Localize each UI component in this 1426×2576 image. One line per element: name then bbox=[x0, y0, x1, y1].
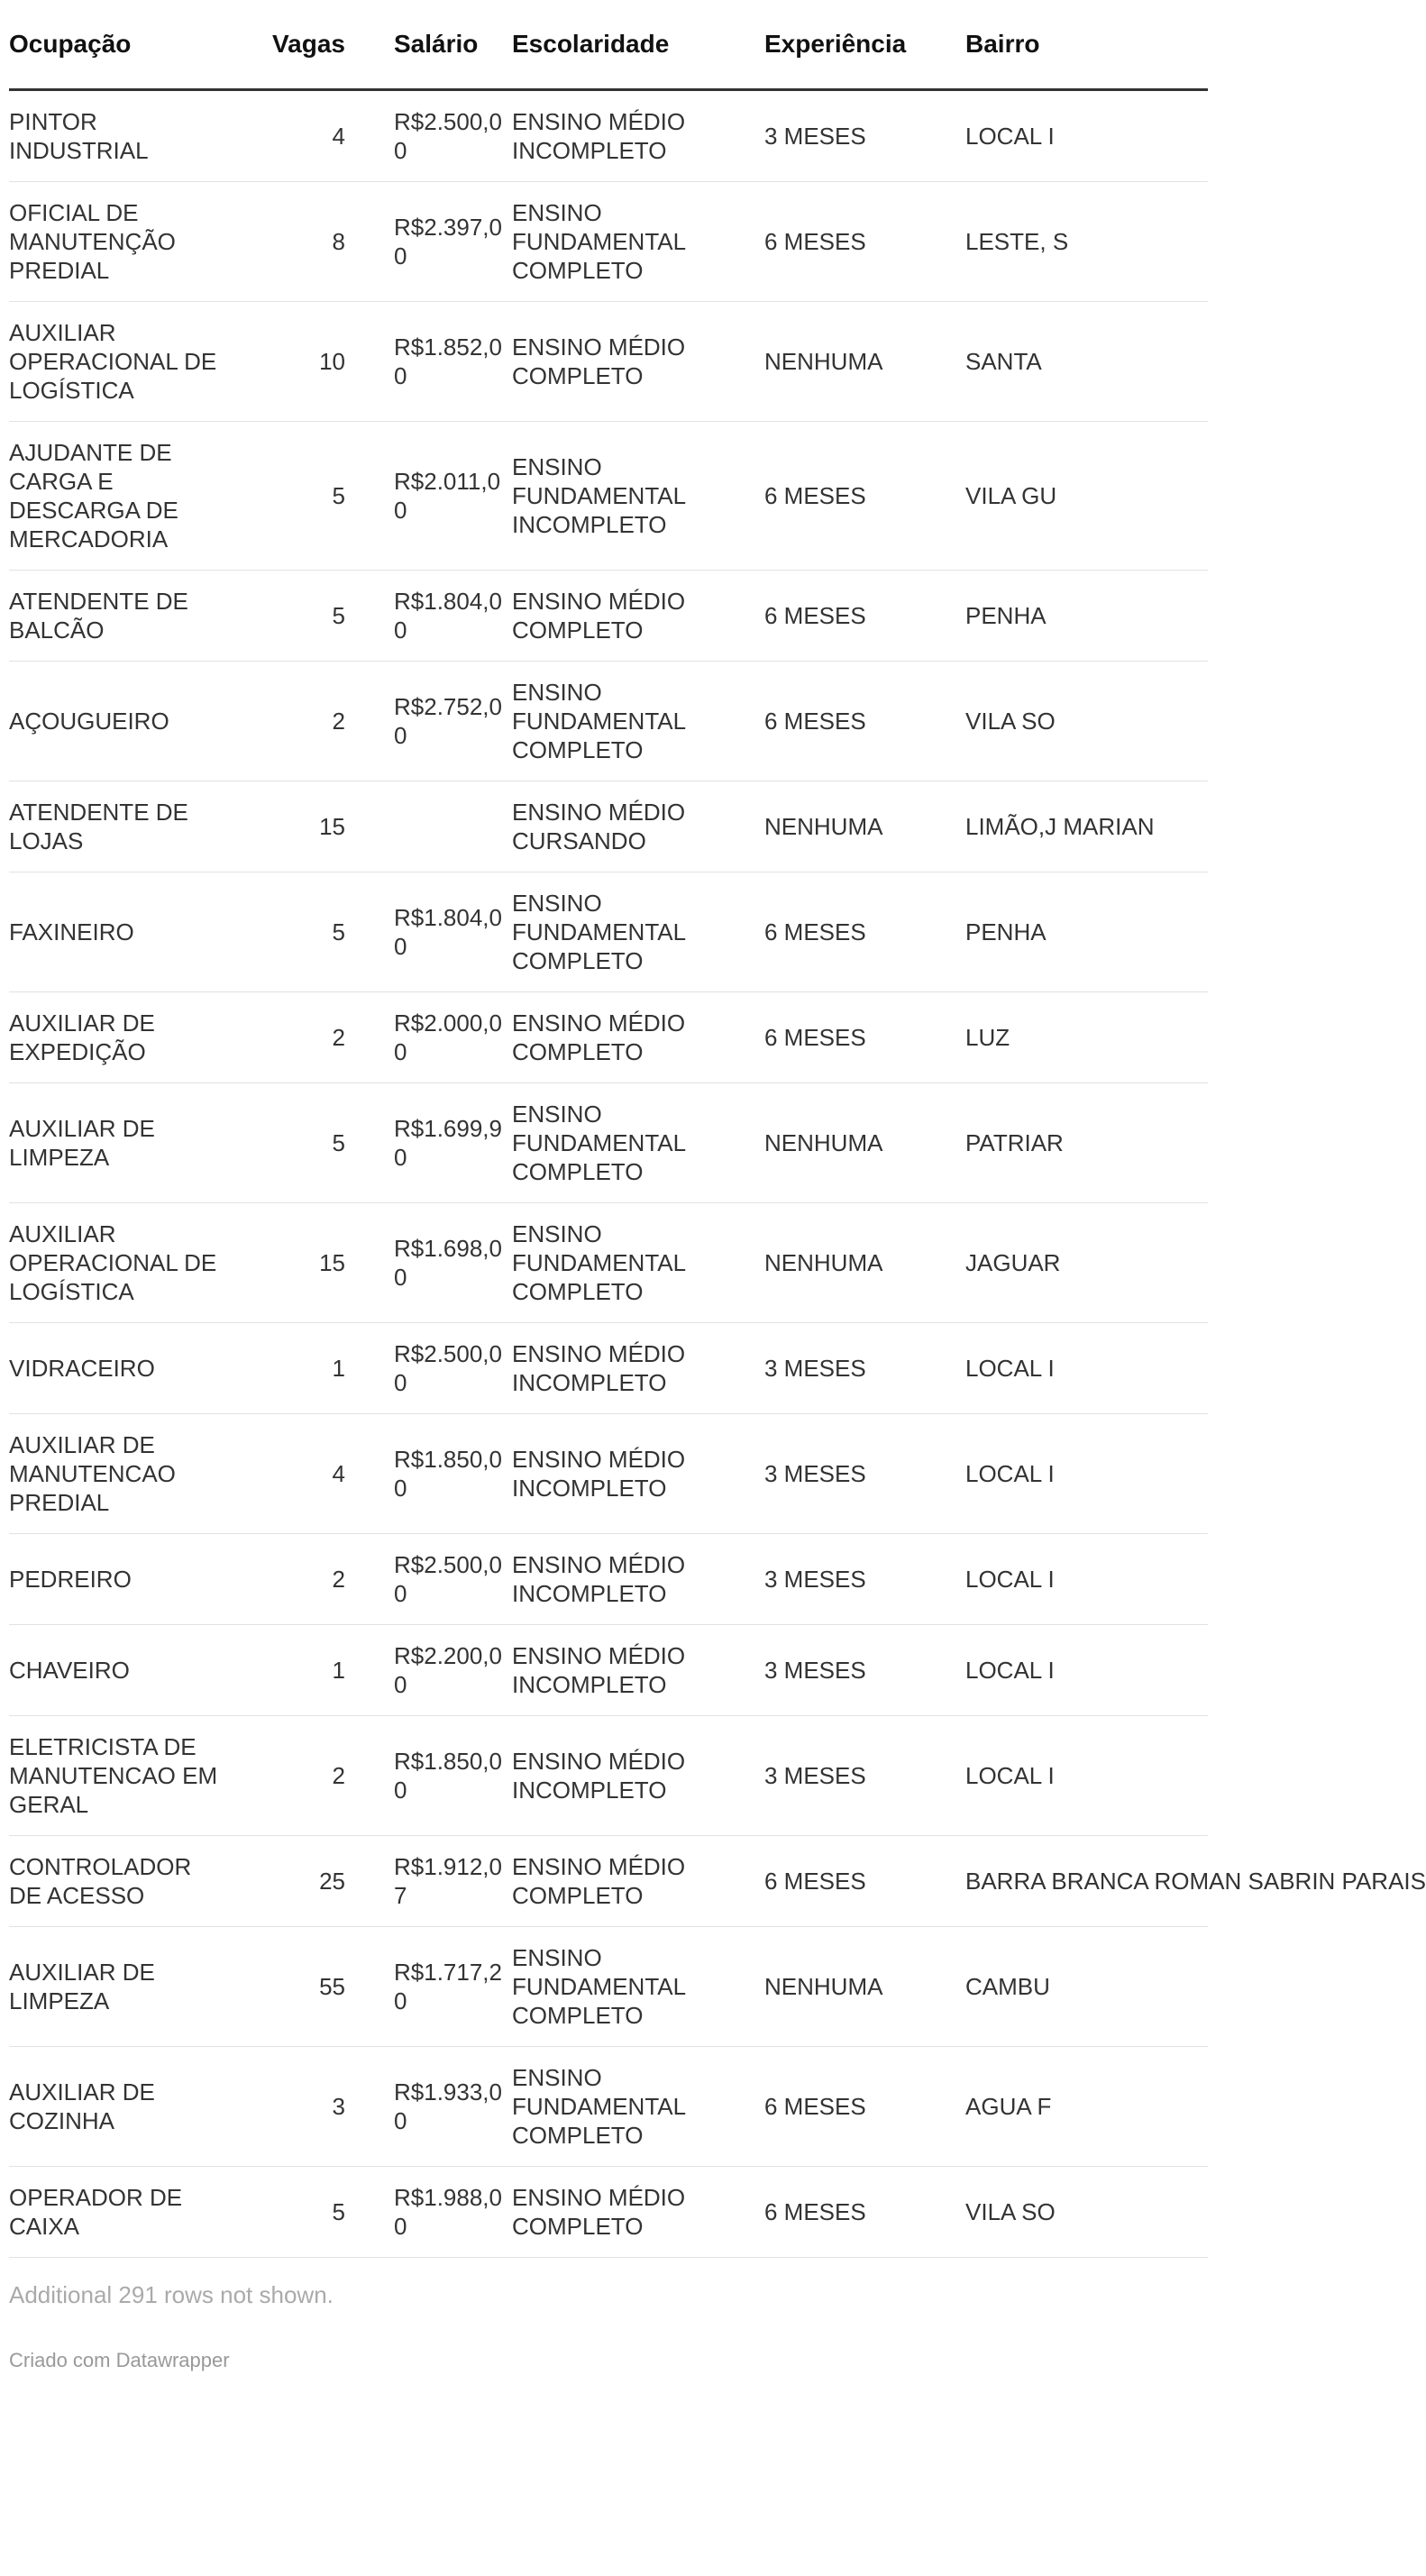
cell-escolaridade: ENSINO MÉDIO COMPLETO bbox=[512, 1835, 764, 1926]
header-row bbox=[9, 0, 1208, 89]
cell-ocupacao: OFICIAL DE MANUTENÇÃO PREDIAL bbox=[9, 181, 237, 301]
cell-salario: R$1.852,00 bbox=[345, 301, 512, 421]
cell-escolaridade: ENSINO MÉDIO INCOMPLETO bbox=[512, 1715, 764, 1835]
cell-bairro: BARRA BRANCA ROMAN SABRIN PARAIS bbox=[965, 1835, 1208, 1926]
cell-experiencia: NENHUMA bbox=[764, 1202, 965, 1322]
cell-bairro: PENHA bbox=[965, 872, 1208, 991]
cell-salario: R$1.804,00 bbox=[345, 872, 512, 991]
cell-experiencia: 6 MESES bbox=[764, 872, 965, 991]
cell-bairro: CAMBU bbox=[965, 1926, 1208, 2046]
cell-vagas: 2 bbox=[237, 991, 345, 1082]
table-row bbox=[9, 1715, 1208, 1835]
cell-ocupacao: AUXILIAR DE EXPEDIÇÃO bbox=[9, 991, 237, 1082]
cell-bairro: SANTA bbox=[965, 301, 1208, 421]
cell-salario: R$1.912,07 bbox=[345, 1835, 512, 1926]
cell-salario: R$2.000,00 bbox=[345, 991, 512, 1082]
cell-escolaridade: ENSINO MÉDIO INCOMPLETO bbox=[512, 1322, 764, 1413]
jobs-table bbox=[9, 0, 1426, 2258]
cell-escolaridade: ENSINO FUNDAMENTAL COMPLETO bbox=[512, 661, 764, 781]
cell-bairro: LOCAL I bbox=[965, 1624, 1208, 1715]
cell-salario: R$2.200,00 bbox=[345, 1624, 512, 1715]
table-row bbox=[9, 570, 1208, 661]
cell-bairro: PENHA bbox=[965, 570, 1208, 661]
table-notes: Additional 291 rows not shown. bbox=[9, 2280, 334, 2308]
cell-vagas: 5 bbox=[237, 421, 345, 570]
cell-bairro: LOCAL I bbox=[965, 1413, 1208, 1533]
cell-bairro: LESTE, S bbox=[965, 181, 1208, 301]
cell-ocupacao: PEDREIRO bbox=[9, 1533, 237, 1624]
cell-ocupacao: CHAVEIRO bbox=[9, 1624, 237, 1715]
table-row bbox=[9, 301, 1208, 421]
cell-experiencia: 6 MESES bbox=[764, 421, 965, 570]
cell-bairro: AGUA F bbox=[965, 2046, 1208, 2166]
cell-vagas: 2 bbox=[237, 1715, 345, 1835]
cell-experiencia: 3 MESES bbox=[764, 1413, 965, 1533]
cell-ocupacao: AUXILIAR DE COZINHA bbox=[9, 2046, 237, 2166]
cell-salario: R$1.717,20 bbox=[345, 1926, 512, 2046]
cell-experiencia: 3 MESES bbox=[764, 1624, 965, 1715]
cell-salario: R$2.397,00 bbox=[345, 181, 512, 301]
cell-vagas: 2 bbox=[237, 1533, 345, 1624]
cell-vagas: 2 bbox=[237, 661, 345, 781]
cell-escolaridade: ENSINO MÉDIO INCOMPLETO bbox=[512, 1624, 764, 1715]
cell-vagas: 5 bbox=[237, 570, 345, 661]
cell-salario: R$2.011,00 bbox=[345, 421, 512, 570]
cell-ocupacao: AUXILIAR OPERACIONAL DE LOGÍSTICA bbox=[9, 1202, 237, 1322]
table-row bbox=[9, 872, 1208, 991]
cell-salario: R$2.500,00 bbox=[345, 1533, 512, 1624]
cell-escolaridade: ENSINO FUNDAMENTAL COMPLETO bbox=[512, 1926, 764, 2046]
table-row bbox=[9, 1624, 1208, 1715]
column-header-salario[interactable]: Salário bbox=[345, 0, 512, 89]
cell-salario: R$2.752,00 bbox=[345, 661, 512, 781]
cell-experiencia: 6 MESES bbox=[764, 1835, 965, 1926]
cell-vagas: 4 bbox=[237, 1413, 345, 1533]
cell-salario: R$2.500,00 bbox=[345, 89, 512, 181]
table-row bbox=[9, 181, 1208, 301]
cell-experiencia: NENHUMA bbox=[764, 1082, 965, 1202]
cell-bairro: VILA SO bbox=[965, 661, 1208, 781]
cell-experiencia: NENHUMA bbox=[764, 781, 965, 872]
cell-ocupacao: AUXILIAR OPERACIONAL DE LOGÍSTICA bbox=[9, 301, 237, 421]
cell-escolaridade: ENSINO MÉDIO COMPLETO bbox=[512, 2166, 764, 2257]
cell-vagas: 25 bbox=[237, 1835, 345, 1926]
cell-escolaridade: ENSINO FUNDAMENTAL COMPLETO bbox=[512, 181, 764, 301]
cell-escolaridade: ENSINO FUNDAMENTAL COMPLETO bbox=[512, 1202, 764, 1322]
cell-vagas: 5 bbox=[237, 2166, 345, 2257]
table-row bbox=[9, 1413, 1208, 1533]
cell-bairro: VILA GU bbox=[965, 421, 1208, 570]
table-row bbox=[9, 1533, 1208, 1624]
cell-experiencia: 3 MESES bbox=[764, 1715, 965, 1835]
cell-vagas: 4 bbox=[237, 89, 345, 181]
cell-bairro: LUZ bbox=[965, 991, 1208, 1082]
cell-experiencia: 3 MESES bbox=[764, 1322, 965, 1413]
cell-bairro: LOCAL I bbox=[965, 89, 1208, 181]
cell-ocupacao: AJUDANTE DE CARGA E DESCARGA DE MERCADORIA bbox=[9, 421, 237, 570]
cell-ocupacao: AÇOUGUEIRO bbox=[9, 661, 237, 781]
cell-ocupacao: AUXILIAR DE MANUTENCAO PREDIAL bbox=[9, 1413, 237, 1533]
column-header-escolaridade[interactable]: Escolaridade bbox=[512, 0, 764, 89]
cell-experiencia: NENHUMA bbox=[764, 1926, 965, 2046]
cell-salario: R$1.699,90 bbox=[345, 1082, 512, 1202]
table-header bbox=[9, 0, 1208, 89]
cell-ocupacao: AUXILIAR DE LIMPEZA bbox=[9, 1082, 237, 1202]
cell-bairro: JAGUAR bbox=[965, 1202, 1208, 1322]
cell-bairro: LOCAL I bbox=[965, 1322, 1208, 1413]
cell-experiencia: 6 MESES bbox=[764, 570, 965, 661]
cell-escolaridade: ENSINO MÉDIO INCOMPLETO bbox=[512, 89, 764, 181]
cell-ocupacao: VIDRACEIRO bbox=[9, 1322, 237, 1413]
cell-salario: R$1.988,00 bbox=[345, 2166, 512, 2257]
table-row bbox=[9, 1926, 1208, 2046]
cell-experiencia: 6 MESES bbox=[764, 991, 965, 1082]
table-row bbox=[9, 421, 1208, 570]
column-header-experiencia[interactable]: Experiência bbox=[764, 0, 965, 89]
cell-vagas: 10 bbox=[237, 301, 345, 421]
table-row bbox=[9, 661, 1208, 781]
cell-experiencia: 6 MESES bbox=[764, 661, 965, 781]
cell-ocupacao: ELETRICISTA DE MANUTENCAO EM GERAL bbox=[9, 1715, 237, 1835]
cell-ocupacao: OPERADOR DE CAIXA bbox=[9, 2166, 237, 2257]
cell-ocupacao: ATENDENTE DE LOJAS bbox=[9, 781, 237, 872]
table-row bbox=[9, 2046, 1208, 2166]
table-row bbox=[9, 781, 1208, 872]
cell-ocupacao: ATENDENTE DE BALCÃO bbox=[9, 570, 237, 661]
cell-ocupacao: AUXILIAR DE LIMPEZA bbox=[9, 1926, 237, 2046]
cell-escolaridade: ENSINO FUNDAMENTAL COMPLETO bbox=[512, 2046, 764, 2166]
table-row bbox=[9, 89, 1208, 181]
cell-escolaridade: ENSINO MÉDIO COMPLETO bbox=[512, 570, 764, 661]
table-row bbox=[9, 991, 1208, 1082]
cell-experiencia: 6 MESES bbox=[764, 2166, 965, 2257]
cell-vagas: 1 bbox=[237, 1322, 345, 1413]
cell-vagas: 3 bbox=[237, 2046, 345, 2166]
cell-salario: R$1.804,00 bbox=[345, 570, 512, 661]
table-row bbox=[9, 1322, 1208, 1413]
cell-bairro: LOCAL I bbox=[965, 1715, 1208, 1835]
column-header-bairro[interactable]: Bairro bbox=[965, 0, 1208, 89]
cell-salario: R$1.698,00 bbox=[345, 1202, 512, 1322]
cell-bairro: LIMÃO,J MARIAN bbox=[965, 781, 1208, 872]
cell-salario: R$1.850,00 bbox=[345, 1413, 512, 1533]
cell-experiencia: 6 MESES bbox=[764, 2046, 965, 2166]
cell-experiencia: NENHUMA bbox=[764, 301, 965, 421]
cell-escolaridade: ENSINO FUNDAMENTAL COMPLETO bbox=[512, 1082, 764, 1202]
cell-escolaridade: ENSINO MÉDIO COMPLETO bbox=[512, 301, 764, 421]
column-header-vagas[interactable]: Vagas bbox=[237, 0, 345, 89]
cell-vagas: 5 bbox=[237, 1082, 345, 1202]
cell-vagas: 15 bbox=[237, 1202, 345, 1322]
cell-vagas: 8 bbox=[237, 181, 345, 301]
cell-escolaridade: ENSINO MÉDIO COMPLETO bbox=[512, 991, 764, 1082]
table-row bbox=[9, 1835, 1208, 1926]
table-row bbox=[9, 1202, 1208, 1322]
cell-ocupacao: FAXINEIRO bbox=[9, 872, 237, 991]
table-body bbox=[9, 89, 1426, 2257]
cell-vagas: 5 bbox=[237, 872, 345, 991]
cell-salario bbox=[345, 781, 512, 872]
cell-experiencia: 3 MESES bbox=[764, 1533, 965, 1624]
cell-escolaridade: ENSINO MÉDIO INCOMPLETO bbox=[512, 1533, 764, 1624]
cell-salario: R$1.850,00 bbox=[345, 1715, 512, 1835]
column-header-ocupacao[interactable]: Ocupação bbox=[9, 0, 237, 89]
table-row bbox=[9, 1082, 1208, 1202]
cell-experiencia: 6 MESES bbox=[764, 181, 965, 301]
cell-experiencia: 3 MESES bbox=[764, 89, 965, 181]
footer-credit[interactable]: Criado com Datawrapper bbox=[9, 2348, 230, 2371]
cell-bairro: PATRIAR bbox=[965, 1082, 1208, 1202]
cell-salario: R$1.933,00 bbox=[345, 2046, 512, 2166]
cell-escolaridade: ENSINO FUNDAMENTAL COMPLETO bbox=[512, 872, 764, 991]
cell-bairro: VILA SO bbox=[965, 2166, 1208, 2257]
cell-salario: R$2.500,00 bbox=[345, 1322, 512, 1413]
cell-bairro: LOCAL I bbox=[965, 1533, 1208, 1624]
cell-escolaridade: ENSINO MÉDIO INCOMPLETO bbox=[512, 1413, 764, 1533]
cell-vagas: 55 bbox=[237, 1926, 345, 2046]
cell-vagas: 15 bbox=[237, 781, 345, 872]
cell-ocupacao: CONTROLADOR DE ACESSO bbox=[9, 1835, 237, 1926]
cell-escolaridade: ENSINO FUNDAMENTAL INCOMPLETO bbox=[512, 421, 764, 570]
table-row bbox=[9, 2166, 1208, 2257]
cell-vagas: 1 bbox=[237, 1624, 345, 1715]
cell-ocupacao: PINTOR INDUSTRIAL bbox=[9, 89, 237, 181]
cell-escolaridade: ENSINO MÉDIO CURSANDO bbox=[512, 781, 764, 872]
